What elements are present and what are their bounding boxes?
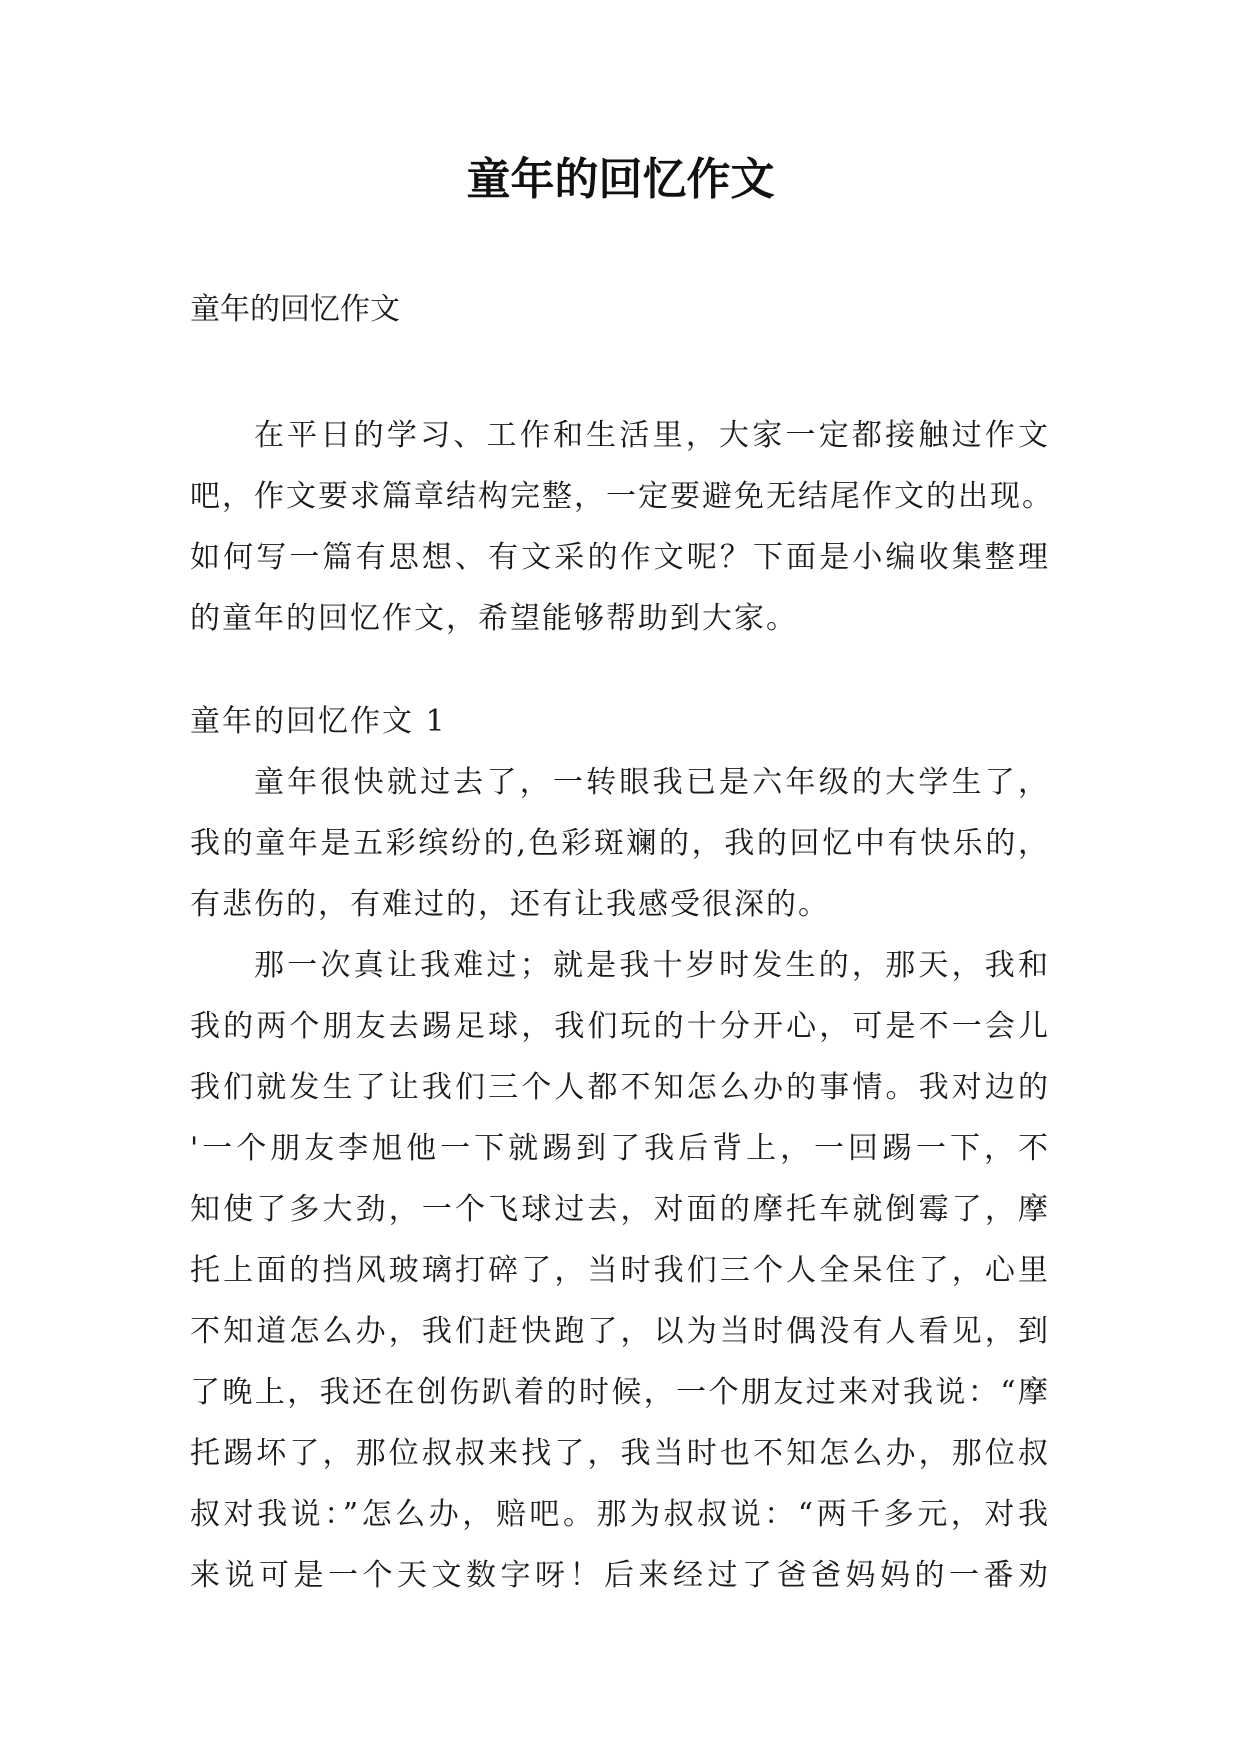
paragraph-line: 我的两个朋友去踢足球，我们玩的十分开心，可是不一会儿 [190,1009,1050,1044]
paragraph-line: 我们就发生了让我们三个人都不知怎么办的事情。我对边的 [190,1070,1050,1105]
intro-line: 如何写一篇有思想、有文采的作文呢？下面是小编收集整理 [190,540,1050,575]
paragraph-line: 那一次真让我难过；就是我十岁时发生的，那天，我和 [254,948,1050,983]
body-paragraph-2 [190,935,1050,1606]
page-title: 童年的回忆作文 [466,154,775,205]
paragraph-line: 我的童年是五彩缤纷的,色彩斑斓的，我的回忆中有快乐的， [190,826,1050,861]
paragraph-line: 托上面的挡风玻璃打碎了，当时我们三个人全呆住了，心里 [190,1253,1050,1288]
intro-line: 的童年的回忆作文，希望能够帮助到大家。 [190,601,798,636]
paragraph-line: 童年很快就过去了，一转眼我已是六年级的大学生了， [254,765,1050,800]
paragraph-line: 叔对我说：”怎么办，赔吧。那为叔叔说：“两千多元，对我 [190,1497,1050,1532]
paragraph-line: 托踢坏了，那位叔叔来找了，我当时也不知怎么办，那位叔 [190,1436,1050,1471]
section-heading: 童年的回忆作文 1 [190,704,447,739]
paragraph-line: 有悲伤的，有难过的，还有让我感受很深的。 [190,887,830,922]
paragraph-line: '一个朋友李旭他一下就踢到了我后背上，一回踢一下，不 [190,1131,1050,1166]
document-subtitle: 童年的回忆作文 [190,292,400,327]
intro-line: 吧，作文要求篇章结构完整，一定要避免无结尾作文的出现。 [190,479,1054,514]
paragraph-line: 知使了多大劲，一个飞球过去，对面的摩托车就倒霉了，摩 [190,1192,1050,1227]
intro-line: 在平日的学习、工作和生活里，大家一定都接触过作文 [254,418,1050,453]
body-paragraph-1 [190,752,1050,935]
intro-paragraph [190,405,1054,649]
paragraph-line: 来说可是一个天文数字呀！后来经过了爸爸妈妈的一番劝 [190,1558,1050,1593]
paragraph-line: 不知道怎么办，我们赶快跑了，以为当时偶没有人看见，到 [190,1314,1050,1349]
paragraph-line: 了晚上，我还在创伤趴着的时候，一个朋友过来对我说：“摩 [190,1375,1050,1410]
